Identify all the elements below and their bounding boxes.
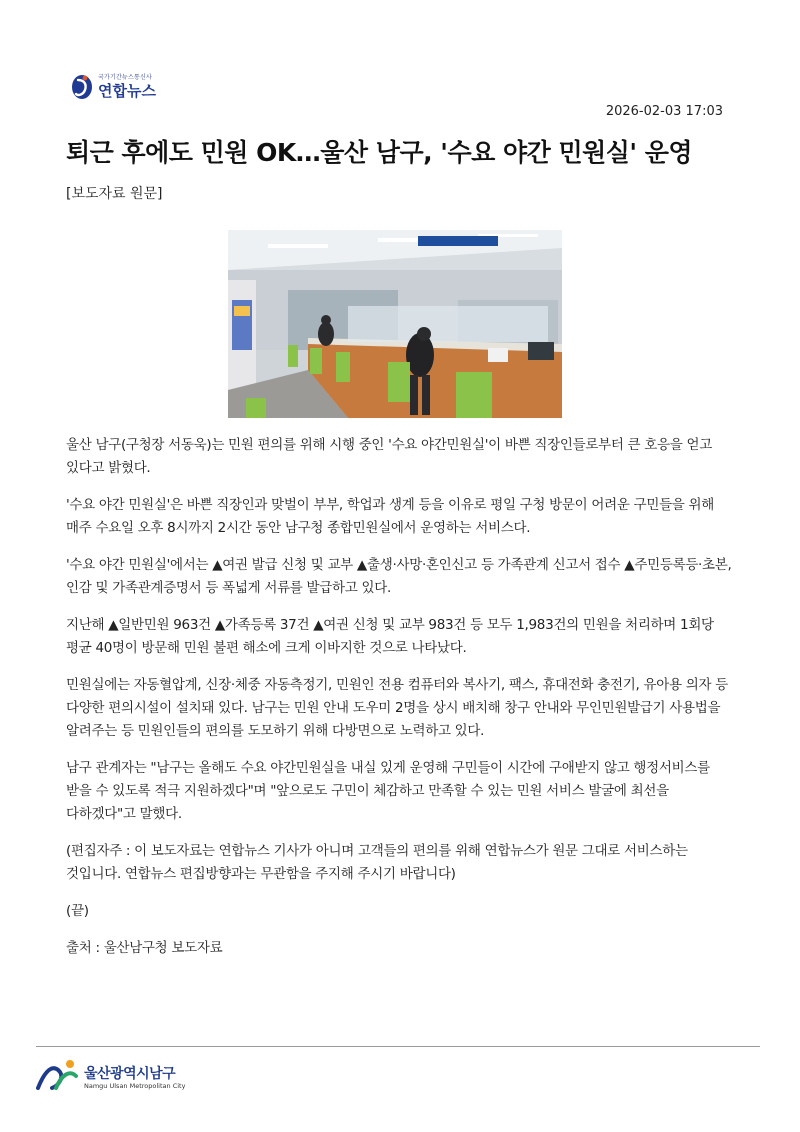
namgu-logo bbox=[36, 1058, 206, 1094]
source-line: 출처 : 울산남구청 보도자료 bbox=[66, 940, 223, 956]
paragraph: 지난해 ▲일반민원 963건 ▲가족등록 37건 ▲여권 신청 및 교부 983건 등 모두 1,983건의 민원을 처리하며 1회당 평균 40명이 방문해 민원 불편 해소에 크게 이바지한 것으로 나타났다. bbox=[66, 617, 714, 656]
yonhap-logo bbox=[70, 70, 180, 104]
article-body bbox=[66, 434, 734, 974]
paragraph: '수요 야간 민원실'은 바쁜 직장인과 맞벌이 부부, 학업과 생계 등을 이유로 평일 구청 방문이 어려운 구민들을 위해 매주 수요일 오후 8시까지 2시간 동안 남구청 종합민원실에서 운영하는 서비스다. bbox=[66, 497, 715, 536]
paragraph: 울산 남구(구청장 서동욱)는 민원 편의를 위해 시행 중인 '수요 야간민원실'이 바쁜 직장인들로부터 큰 호응을 얻고 있다고 밝혔다. bbox=[66, 437, 712, 476]
yonhap-logo-icon bbox=[70, 72, 94, 100]
civil-office-photo bbox=[228, 230, 562, 418]
end-mark: (끝) bbox=[66, 903, 89, 919]
paragraph: 남구 관계자는 "남구는 올해도 수요 야간민원실을 내실 있게 운영해 구민들이 시간에 구애받지 않고 행정서비스를 받을 수 있도록 적극 지원하겠다"며 "앞으로도 구민이 체감하고 만족할 수 있는 민원 서비스 발굴에 최선을 다하겠다"고 말했다. bbox=[66, 760, 710, 822]
paragraph: 민원실에는 자동혈압계, 신장·체중 자동측정기, 민원인 전용 컴퓨터와 복사기, 팩스, 휴대전화 충전기, 유아용 의자 등 다양한 편의시설이 설치돼 있다. 남구는 민원 안내 도우미 2명을 상시 배치해 창구 안내와 무인민원발급기 사용법을 알려주는 등 민원인들의 편의를 도모하기 위해 다방면으로 노력하고 있다. bbox=[66, 677, 728, 739]
paragraph: '수요 야간 민원실'에서는 ▲여권 발급 신청 및 교부 ▲출생·사망·혼인신고 등 가족관계 신고서 접수 ▲주민등록등·초본, 인감 및 가족관계증명서 등 폭넓게 서류를 발급하고 있다. bbox=[66, 557, 732, 596]
article-photo bbox=[228, 230, 562, 418]
editor-note: (편집자주 : 이 보도자료는 연합뉴스 기사가 아니며 고객들의 편의를 위해 연합뉴스가 원문 그대로 서비스하는 것입니다. 연합뉴스 편집방향과는 무관함을 주지해 주시기 바랍니다) bbox=[66, 843, 688, 882]
logo-name: 연합뉴스 bbox=[98, 82, 156, 100]
footer-logo-subtitle: Namgu Ulsan Metropolitan City bbox=[84, 1082, 186, 1090]
footer-logo-name: 울산광역시남구 bbox=[84, 1066, 176, 1082]
article-title: 퇴근 후에도 민원 OK…울산 남구, '수요 야간 민원실' 운영 bbox=[66, 138, 693, 167]
namgu-logo-icon bbox=[36, 1058, 80, 1092]
source-tag: [보도자료 원문] bbox=[66, 186, 163, 202]
footer-divider bbox=[36, 1046, 760, 1047]
publish-date: 2026-02-03 17:03 bbox=[605, 104, 723, 119]
logo-tagline: 국가기간뉴스통신사 bbox=[98, 74, 152, 81]
